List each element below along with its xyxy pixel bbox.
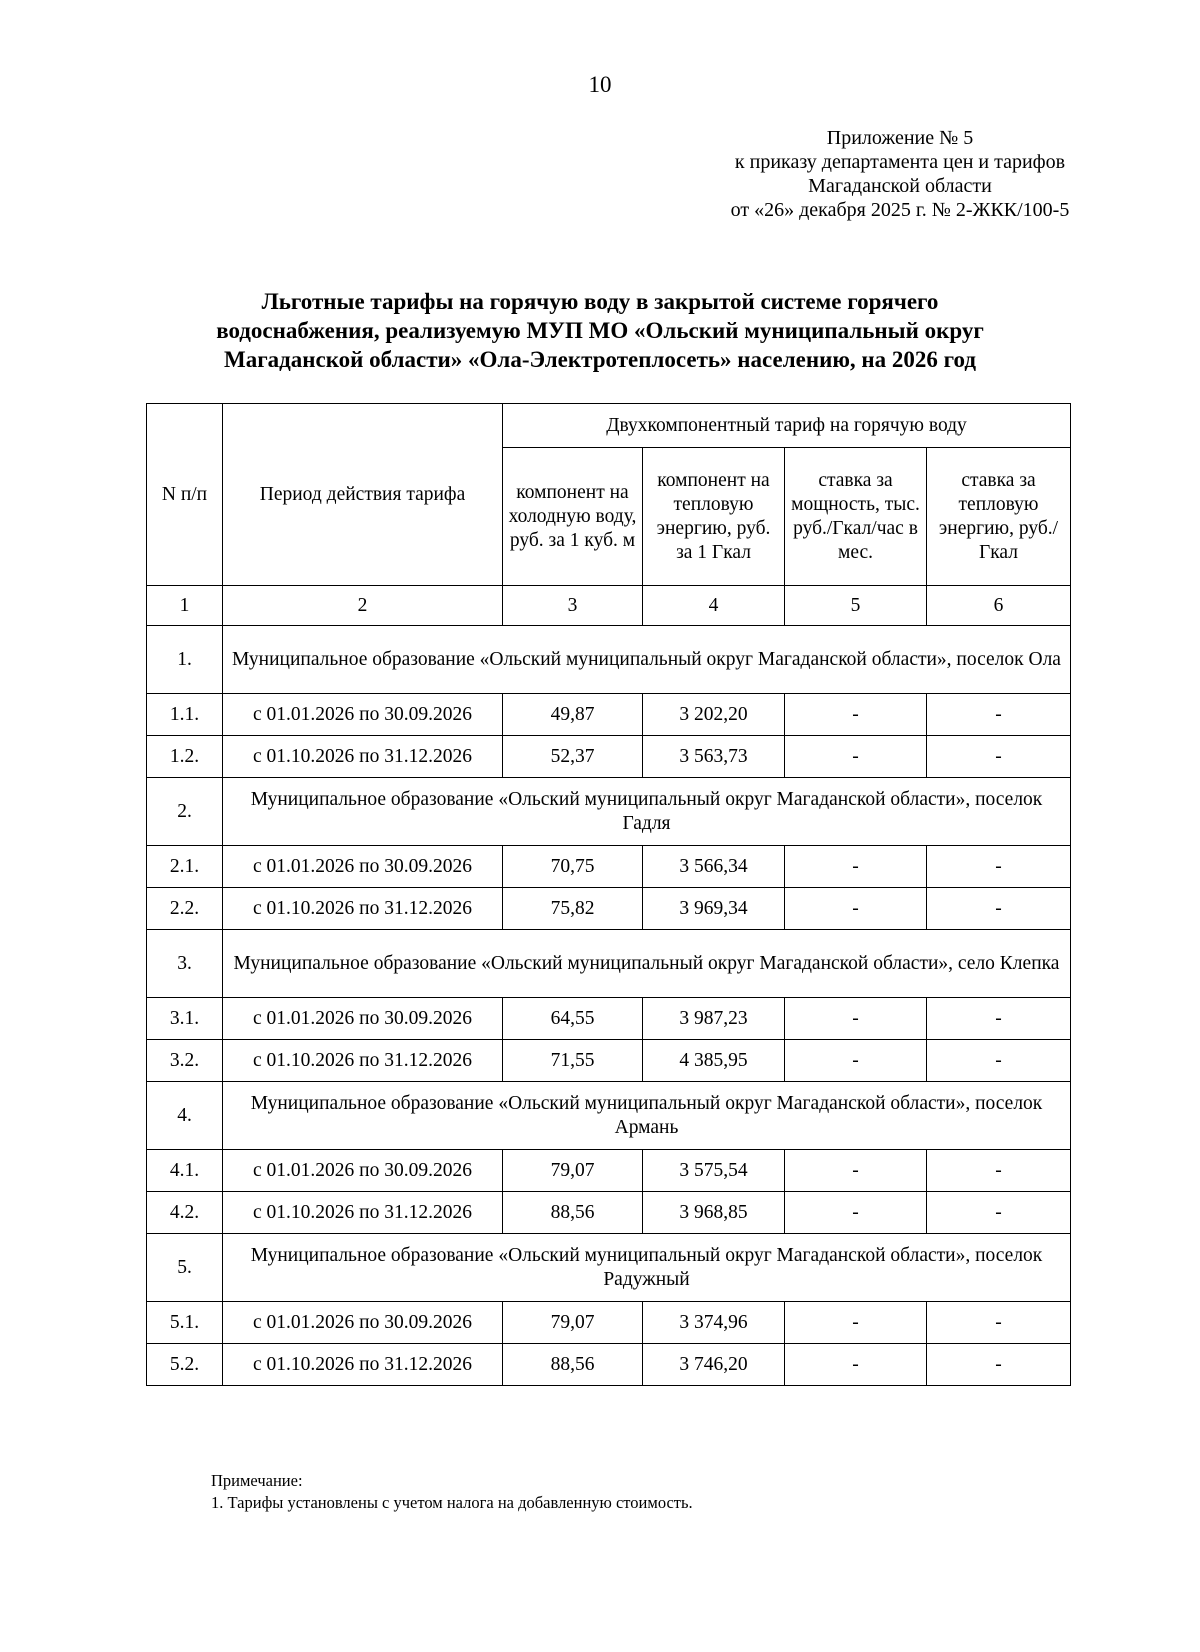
- row-cold: 79,07: [503, 1150, 643, 1192]
- table-row: [147, 1040, 1071, 1082]
- table-row: [147, 1150, 1071, 1192]
- row-num: 4.2.: [147, 1192, 223, 1234]
- row-heat: 3 969,34: [643, 888, 785, 930]
- row-rate: -: [927, 1150, 1071, 1192]
- table-row: [147, 1302, 1071, 1344]
- row-num: 2.2.: [147, 888, 223, 930]
- column-number: 3: [503, 586, 643, 626]
- row-cold: 71,55: [503, 1040, 643, 1082]
- table-row: [147, 1192, 1071, 1234]
- title-line: водоснабжения, реализуемую МУП МО «Ольский муниципальный округ: [216, 318, 984, 343]
- row-num: 4.1.: [147, 1150, 223, 1192]
- row-power: -: [785, 888, 927, 930]
- row-rate: -: [927, 1192, 1071, 1234]
- row-num: 1.1.: [147, 694, 223, 736]
- row-rate: -: [927, 736, 1071, 778]
- row-heat: 3 202,20: [643, 694, 785, 736]
- group-row: [147, 626, 1071, 694]
- tariff-table: [146, 403, 1071, 1386]
- row-heat: 3 987,23: [643, 998, 785, 1040]
- title-line: Льготные тарифы на горячую воду в закрытой системе горячего: [261, 289, 939, 314]
- row-period: с 01.10.2026 по 31.12.2026: [223, 1040, 503, 1082]
- group-name: Муниципальное образование «Ольский муниципальный округ Магаданской области», поселок Ола: [223, 626, 1071, 694]
- row-period: с 01.01.2026 по 30.09.2026: [223, 1302, 503, 1344]
- row-cold: 52,37: [503, 736, 643, 778]
- row-heat: 4 385,95: [643, 1040, 785, 1082]
- appendix-line: Магаданской области: [808, 175, 992, 197]
- table-row: [147, 1344, 1071, 1386]
- appendix-line: от «26» декабря 2025 г. № 2-ЖКК/100-5: [730, 199, 1070, 221]
- header-num: N п/п: [147, 404, 223, 586]
- row-rate: -: [927, 888, 1071, 930]
- group-num: 5.: [147, 1234, 223, 1302]
- group-row: [147, 1234, 1071, 1302]
- row-power: -: [785, 846, 927, 888]
- row-heat: 3 563,73: [643, 736, 785, 778]
- row-power: -: [785, 1344, 927, 1386]
- row-cold: 79,07: [503, 1302, 643, 1344]
- appendix-line: к приказу департамента цен и тарифов: [734, 151, 1066, 173]
- note-block: [211, 1470, 693, 1514]
- row-cold: 70,75: [503, 846, 643, 888]
- header-heat-rate: ставка за тепловую энергию, руб./Гкал: [927, 448, 1071, 586]
- row-power: -: [785, 1040, 927, 1082]
- group-name: Муниципальное образование «Ольский муниципальный округ Магаданской области», поселок Армань: [223, 1082, 1071, 1150]
- row-period: с 01.10.2026 по 31.12.2026: [223, 888, 503, 930]
- group-row: [147, 778, 1071, 846]
- document-title: [120, 287, 1080, 374]
- appendix-block: [660, 126, 1140, 222]
- row-heat: 3 575,54: [643, 1150, 785, 1192]
- row-heat: 3 374,96: [643, 1302, 785, 1344]
- row-heat: 3 566,34: [643, 846, 785, 888]
- row-period: с 01.01.2026 по 30.09.2026: [223, 694, 503, 736]
- header-cold-water: компонент на холодную воду, руб. за 1 куб. м: [503, 448, 643, 586]
- row-rate: -: [927, 694, 1071, 736]
- row-rate: -: [927, 1344, 1071, 1386]
- row-cold: 64,55: [503, 998, 643, 1040]
- group-row: [147, 930, 1071, 998]
- row-power: -: [785, 694, 927, 736]
- row-num: 3.2.: [147, 1040, 223, 1082]
- column-number: 5: [785, 586, 927, 626]
- row-power: -: [785, 998, 927, 1040]
- row-power: -: [785, 1192, 927, 1234]
- column-number: 4: [643, 586, 785, 626]
- table-row: [147, 888, 1071, 930]
- row-rate: -: [927, 998, 1071, 1040]
- group-num: 3.: [147, 930, 223, 998]
- row-cold: 88,56: [503, 1344, 643, 1386]
- row-num: 3.1.: [147, 998, 223, 1040]
- group-num: 1.: [147, 626, 223, 694]
- header-two-component: Двухкомпонентный тариф на горячую воду: [503, 404, 1071, 448]
- row-num: 5.2.: [147, 1344, 223, 1386]
- column-number: 6: [927, 586, 1071, 626]
- row-rate: -: [927, 1302, 1071, 1344]
- row-heat: 3 968,85: [643, 1192, 785, 1234]
- group-name: Муниципальное образование «Ольский муниципальный округ Магаданской области», поселок Гадля: [223, 778, 1071, 846]
- column-number: 2: [223, 586, 503, 626]
- row-rate: -: [927, 846, 1071, 888]
- row-cold: 75,82: [503, 888, 643, 930]
- row-cold: 88,56: [503, 1192, 643, 1234]
- group-row: [147, 1082, 1071, 1150]
- header-heat-energy: компонент на тепловую энергию, руб. за 1 Гкал: [643, 448, 785, 586]
- row-num: 5.1.: [147, 1302, 223, 1344]
- note-item: 1. Тарифы установлены с учетом налога на добавленную стоимость.: [211, 1493, 693, 1512]
- row-num: 1.2.: [147, 736, 223, 778]
- table-row: [147, 998, 1071, 1040]
- table-row: [147, 736, 1071, 778]
- appendix-line: Приложение № 5: [826, 127, 974, 149]
- row-period: с 01.01.2026 по 30.09.2026: [223, 846, 503, 888]
- table-row: [147, 694, 1071, 736]
- row-period: с 01.01.2026 по 30.09.2026: [223, 1150, 503, 1192]
- group-num: 4.: [147, 1082, 223, 1150]
- group-name: Муниципальное образование «Ольский муниципальный округ Магаданской области», село Клепка: [223, 930, 1071, 998]
- row-rate: -: [927, 1040, 1071, 1082]
- row-period: с 01.10.2026 по 31.12.2026: [223, 736, 503, 778]
- row-period: с 01.01.2026 по 30.09.2026: [223, 998, 503, 1040]
- note-heading: Примечание:: [211, 1471, 303, 1490]
- row-power: -: [785, 736, 927, 778]
- row-heat: 3 746,20: [643, 1344, 785, 1386]
- row-cold: 49,87: [503, 694, 643, 736]
- title-line: Магаданской области» «Ола-Электротеплосеть» населению, на 2026 год: [223, 347, 977, 372]
- row-period: с 01.10.2026 по 31.12.2026: [223, 1192, 503, 1234]
- header-period: Период действия тарифа: [223, 404, 503, 586]
- column-number: 1: [147, 586, 223, 626]
- group-num: 2.: [147, 778, 223, 846]
- group-name: Муниципальное образование «Ольский муниципальный округ Магаданской области», поселок Радужный: [223, 1234, 1071, 1302]
- row-num: 2.1.: [147, 846, 223, 888]
- row-power: -: [785, 1150, 927, 1192]
- table-row: [147, 846, 1071, 888]
- header-power-rate: ставка за мощность, тыс. руб./Гкал/час в мес.: [785, 448, 927, 586]
- page-number: 10: [588, 72, 612, 97]
- row-period: с 01.10.2026 по 31.12.2026: [223, 1344, 503, 1386]
- row-power: -: [785, 1302, 927, 1344]
